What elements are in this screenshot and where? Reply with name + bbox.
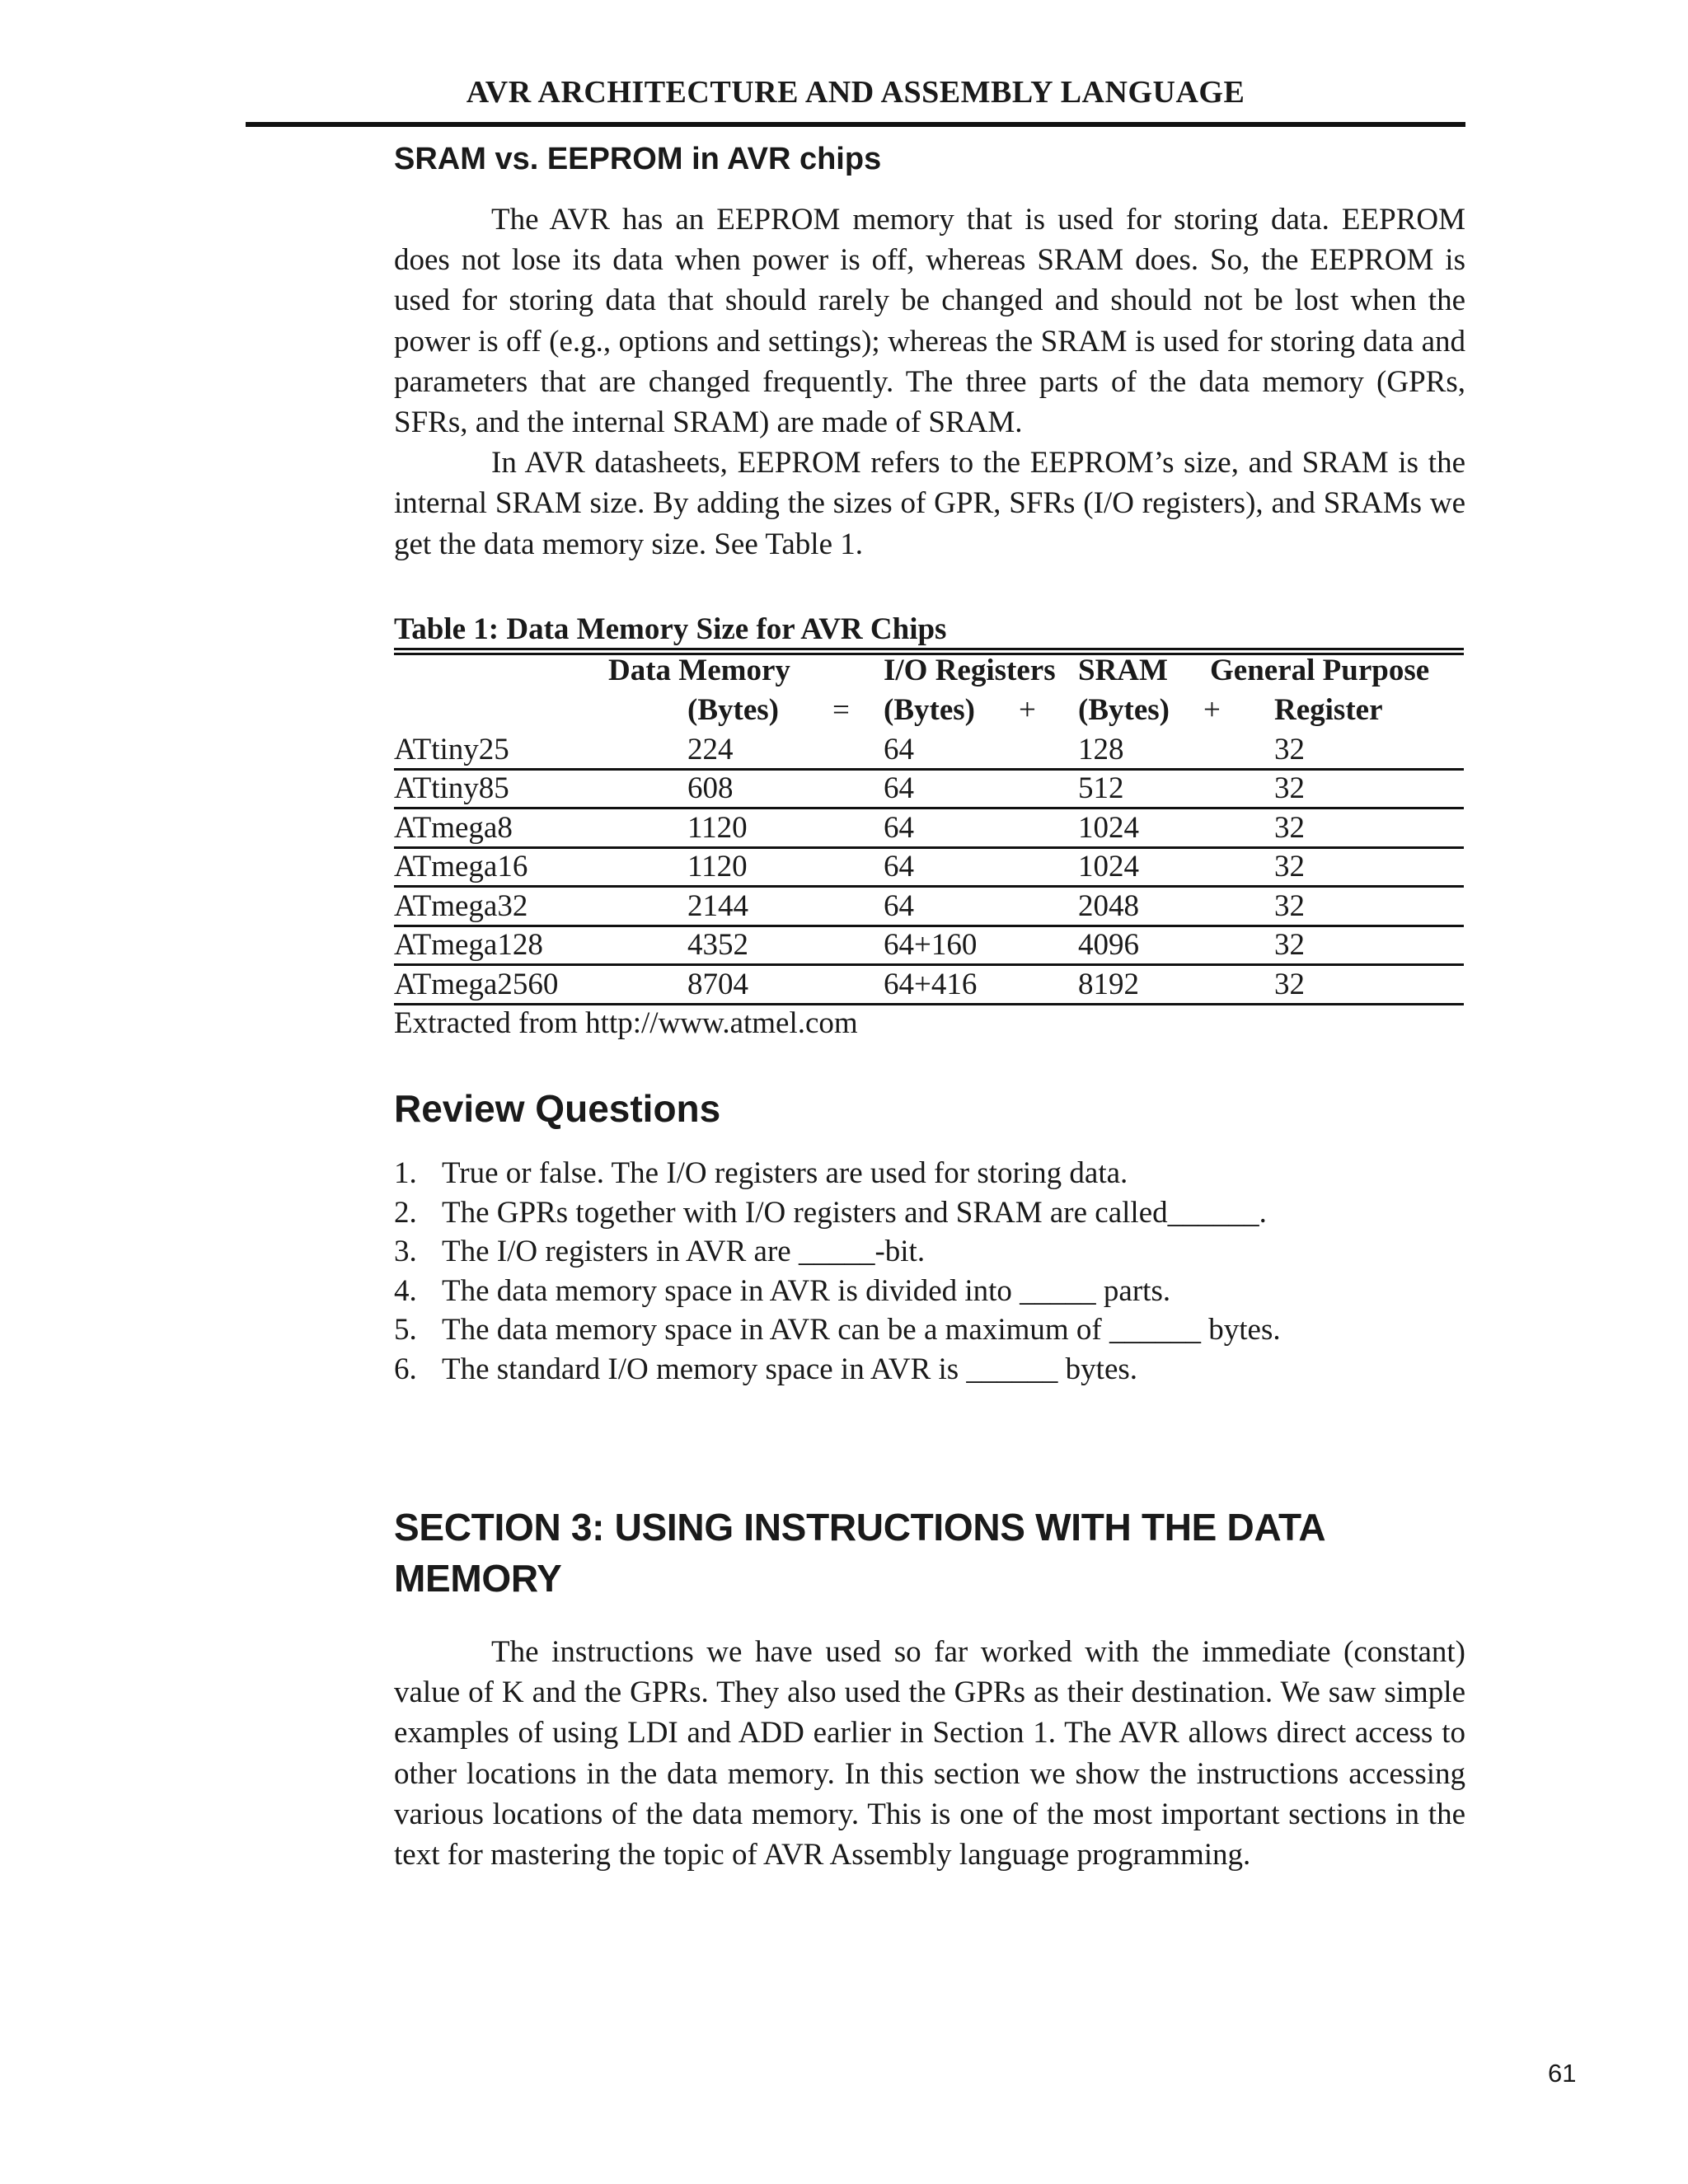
question-text: The data memory space in AVR can be a maximum of ______ bytes. — [442, 1313, 1281, 1347]
cell-gpr: 32 — [1274, 889, 1305, 923]
question-item — [394, 1154, 1281, 1193]
col-header-sram: SRAM — [1078, 654, 1168, 687]
cell-data-memory: 224 — [687, 733, 734, 766]
cell-chip: ATtiny85 — [394, 771, 509, 805]
col-header-plus: + — [1203, 693, 1221, 727]
cell-sram: 1024 — [1078, 850, 1139, 883]
question-number: 1. — [394, 1156, 417, 1190]
running-head: AVR ARCHITECTURE AND ASSEMBLY LANGUAGE — [466, 75, 1245, 110]
sram-eeprom-body — [394, 199, 1465, 565]
table-title: Table 1: Data Memory Size for AVR Chips — [394, 612, 947, 646]
cell-data-memory: 4352 — [687, 928, 748, 962]
table-source-note: Extracted from http://www.atmel.com — [394, 1006, 858, 1040]
cell-chip: ATtiny25 — [394, 733, 509, 766]
cell-sram: 2048 — [1078, 889, 1139, 923]
cell-gpr: 32 — [1274, 733, 1305, 766]
cell-data-memory: 8704 — [687, 968, 748, 1001]
section3-heading: SECTION 3: USING INSTRUCTIONS WITH THE DATA MEMORY — [394, 1506, 1325, 1600]
cell-io: 64 — [884, 889, 914, 923]
question-item — [394, 1310, 1281, 1350]
question-item — [394, 1193, 1281, 1233]
cell-io: 64 — [884, 850, 914, 883]
row-rule — [394, 963, 1464, 966]
cell-chip: ATmega16 — [394, 850, 528, 883]
question-number: 4. — [394, 1273, 417, 1308]
paragraph: The AVR has an EEPROM memory that is used for storing data. EEPROM does not lose its data when power is off, whereas SRAM does. So, the EEPROM is used for storing data that should rarely be changed and should not be lost when the power is off (e.g., options and settings); whereas the SRAM is used for storing data and parameters that are changed frequently. The three parts of the data memory (GPRs, SFRs, and the internal SRAM) are made of SRAM. — [394, 203, 1465, 440]
cell-data-memory: 2144 — [687, 889, 748, 923]
cell-gpr: 32 — [1274, 771, 1305, 805]
question-item — [394, 1232, 1281, 1272]
question-item — [394, 1272, 1281, 1311]
col-header-gpr: General Purpose — [1210, 654, 1430, 687]
cell-chip: ATmega128 — [394, 928, 543, 962]
question-item — [394, 1350, 1281, 1390]
cell-io: 64 — [884, 733, 914, 766]
row-rule — [394, 807, 1464, 809]
cell-data-memory: 1120 — [687, 850, 748, 883]
col-header-equals: = — [832, 693, 850, 727]
question-number: 2. — [394, 1195, 417, 1230]
cell-gpr: 32 — [1274, 928, 1305, 962]
col-header-sram-unit: (Bytes) — [1078, 693, 1170, 727]
col-header-gpr-unit: Register — [1274, 693, 1383, 727]
col-header-io: I/O Registers — [884, 654, 1056, 687]
cell-data-memory: 608 — [687, 771, 734, 805]
sram-eeprom-heading: SRAM vs. EEPROM in AVR chips — [394, 142, 882, 176]
paragraph: In AVR datasheets, EEPROM refers to the EEPROM’s size, and SRAM is the internal SRAM size. By adding the sizes of GPR, SFRs (I/O registers), and SRAMs we get the data memory size. See Table 1. — [394, 446, 1465, 561]
cell-io: 64+416 — [884, 968, 978, 1001]
table-top-rule — [394, 648, 1464, 650]
col-header-data-memory: Data Memory — [608, 654, 790, 687]
cell-gpr: 32 — [1274, 850, 1305, 883]
cell-sram: 1024 — [1078, 811, 1139, 845]
cell-io: 64+160 — [884, 928, 978, 962]
paragraph: The instructions we have used so far worked with the immediate (constant) value of K and the GPRs. They also used the GPRs as their destination. We saw simple examples of using LDI and ADD earlier in Section 1. The AVR allows direct access to other locations in the data memory. In this section we show the instructions accessing various locations of the data memory. This is one of the most important sections in the text for mastering the topic of AVR Assembly language programming. — [394, 1635, 1465, 1872]
cell-gpr: 32 — [1274, 811, 1305, 845]
cell-data-memory: 1120 — [687, 811, 748, 845]
cell-io: 64 — [884, 811, 914, 845]
col-header-data-memory-unit: (Bytes) — [687, 693, 779, 727]
page-number: 61 — [1548, 2059, 1577, 2088]
question-number: 5. — [394, 1313, 417, 1347]
cell-chip: ATmega32 — [394, 889, 528, 923]
question-text: The I/O registers in AVR are _____-bit. — [442, 1235, 926, 1268]
question-text: True or false. The I/O registers are used for storing data. — [442, 1156, 1128, 1190]
header-rule — [246, 122, 1465, 127]
review-questions-list — [394, 1154, 1281, 1389]
question-number: 6. — [394, 1352, 417, 1386]
question-text: The GPRs together with I/O registers and SRAM are called______. — [442, 1195, 1267, 1230]
cell-sram: 4096 — [1078, 928, 1139, 962]
question-number: 3. — [394, 1235, 417, 1268]
cell-sram: 512 — [1078, 771, 1124, 805]
question-text: The data memory space in AVR is divided into _____ parts. — [442, 1273, 1171, 1308]
cell-chip: ATmega2560 — [394, 968, 559, 1001]
cell-sram: 128 — [1078, 733, 1124, 766]
question-text: The standard I/O memory space in AVR is ______ bytes. — [442, 1352, 1138, 1386]
row-rule — [394, 885, 1464, 888]
cell-sram: 8192 — [1078, 968, 1139, 1001]
review-questions-heading: Review Questions — [394, 1087, 721, 1130]
cell-gpr: 32 — [1274, 968, 1305, 1001]
col-header-plus: + — [1019, 693, 1036, 727]
section3-body — [394, 1632, 1465, 1875]
cell-io: 64 — [884, 771, 914, 805]
cell-chip: ATmega8 — [394, 811, 513, 845]
col-header-io-unit: (Bytes) — [884, 693, 975, 727]
